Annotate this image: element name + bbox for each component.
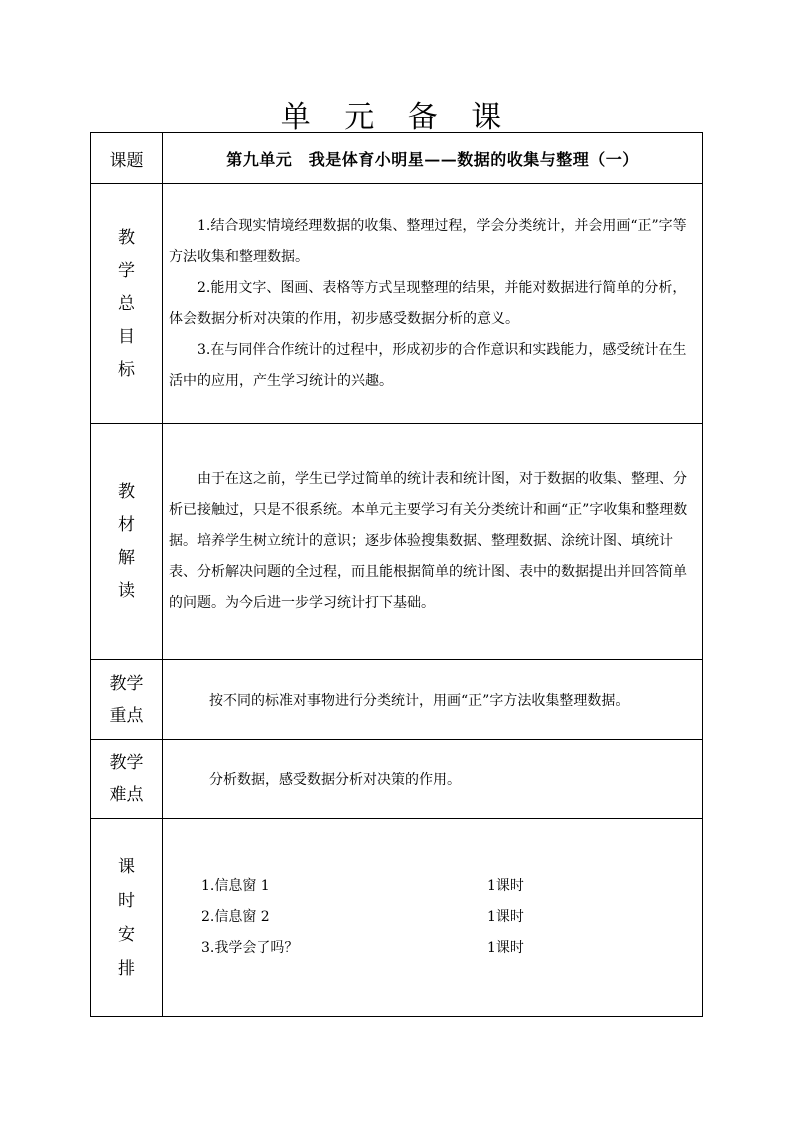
- schedule-item: [163, 933, 702, 964]
- schedule-label-char: 时: [118, 890, 135, 911]
- schedule-label-char: 课: [118, 856, 135, 877]
- difficulty-label-line: 教学: [109, 753, 144, 773]
- goal-item: 1.结合现实情境经理数据的收集、整理过程，学会分类统计，并会用画“正”字等方法收集和整理数据。: [169, 217, 687, 265]
- schedule-item-name: 1.信息窗 1: [201, 878, 270, 894]
- key-label-line: 教学: [109, 673, 144, 694]
- goals-label-char: 总: [118, 293, 135, 314]
- key-label: [91, 660, 163, 740]
- schedule-item: [163, 871, 702, 902]
- schedule-row: [91, 819, 703, 1017]
- lesson-plan-table: [90, 132, 703, 1017]
- material-content: [163, 424, 703, 660]
- schedule-label: [91, 819, 163, 1017]
- schedule-item-hours: 1课时: [487, 878, 524, 894]
- schedule-label-char: 排: [118, 958, 135, 979]
- schedule-content: [163, 819, 703, 1017]
- topic-label: 课题: [91, 133, 163, 184]
- material-label-char: 读: [118, 581, 135, 601]
- schedule-label-char: 安: [118, 924, 135, 945]
- goal-item: 3.在与同伴合作统计的过程中，形成初步的合作意识和实践能力，感受统计在生活中的应用，产生学习统计的兴趣。: [169, 341, 687, 389]
- goals-row: [91, 184, 703, 424]
- schedule-item-hours: 1课时: [487, 909, 524, 925]
- material-row: [91, 424, 703, 660]
- key-row: [91, 660, 703, 740]
- difficulty-label: [91, 740, 163, 819]
- schedule-item-name: 2.信息窗 2: [201, 909, 270, 925]
- schedule-item: [163, 902, 702, 933]
- page-title: 单 元 备 课: [280, 100, 514, 135]
- material-label-char: 教: [118, 482, 135, 502]
- topic-value: 第九单元 我是体育小明星——数据的收集与整理（一）: [163, 133, 703, 184]
- material-label-char: 材: [118, 515, 135, 535]
- goals-label-char: 目: [118, 326, 135, 347]
- key-label-line: 重点: [109, 705, 144, 726]
- material-label-char: 解: [118, 548, 135, 568]
- goals-label-char: 学: [118, 260, 135, 281]
- goals-content: [163, 184, 703, 424]
- difficulty-row: [91, 740, 703, 819]
- difficulty-text: 分析数据，感受数据分析对决策的作用。: [163, 740, 703, 819]
- goals-label-char: 标: [118, 359, 135, 380]
- goals-label-char: 教: [118, 227, 135, 248]
- topic-row: [91, 133, 703, 184]
- material-label: [91, 424, 163, 660]
- schedule-item-hours: 1课时: [487, 940, 524, 956]
- goal-item: 2.能用文字、图画、表格等方式呈现整理的结果，并能对数据进行简单的分析，体会数据分析对决策的作用，初步感受数据分析的意义。: [169, 279, 687, 327]
- goals-label: [91, 184, 163, 424]
- schedule-item-name: 3.我学会了吗？: [201, 940, 299, 956]
- difficulty-label-line: 难点: [109, 785, 144, 805]
- key-text: 按不同的标准对事物进行分类统计，用画“正”字方法收集整理数据。: [163, 660, 703, 740]
- material-text: 由于在这之前，学生已学过简单的统计表和统计图，对于数据的收集、整理、分析已接触过，只是不很系统。本单元主要学习有关分类统计和画“正”字收集和整理数据。培养学生树立统计的意识；逐步体验搜集数据、整理数据、涂统计图、填统计表、分析解决问题的全过程，而且能根据简单的统计图、表中的数据提出并回答简单的问题。为今后进一步学习统计打下基础。: [169, 471, 688, 611]
